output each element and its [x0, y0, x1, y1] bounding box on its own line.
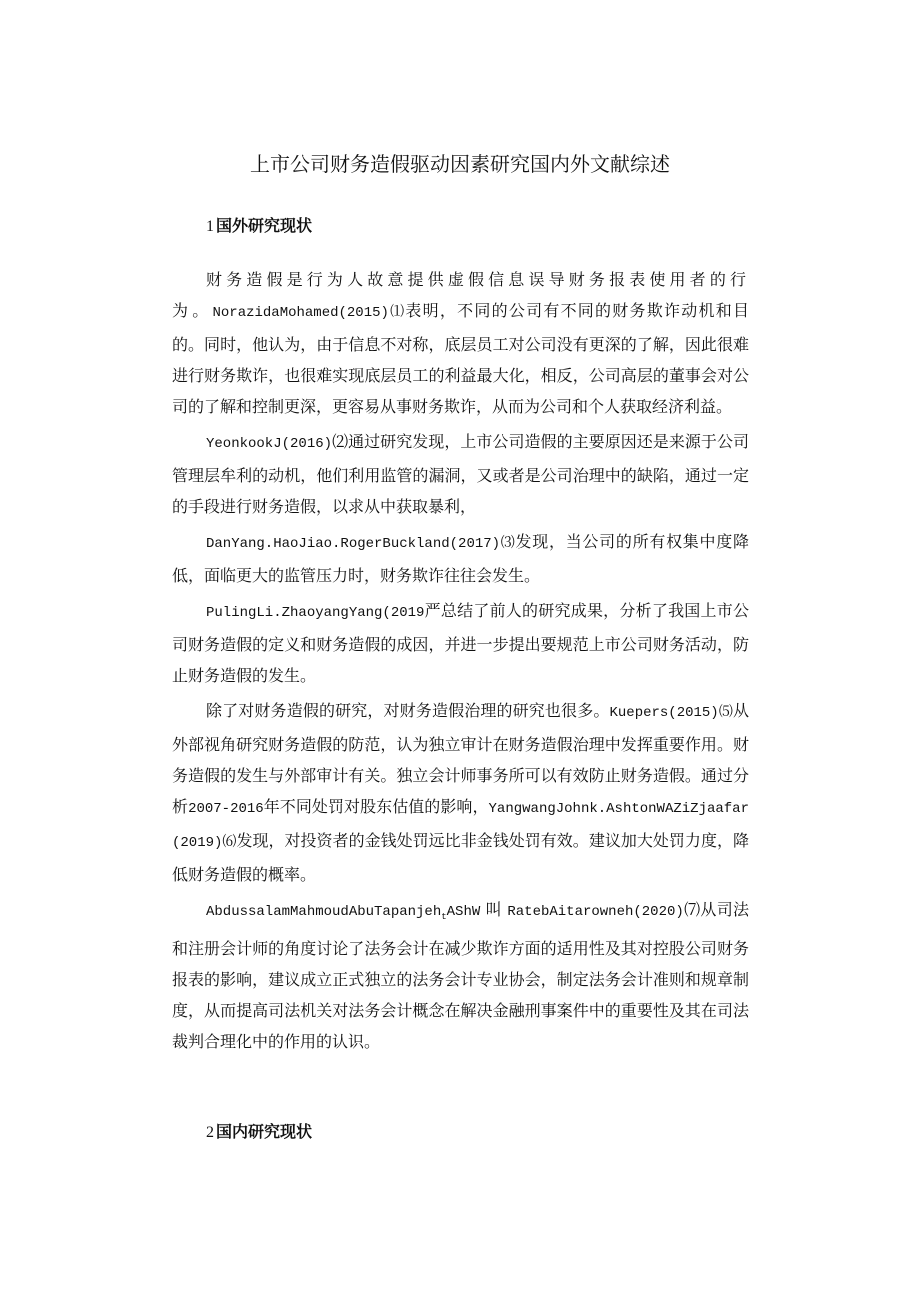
paragraph-6	[172, 894, 749, 1057]
paragraph-text: 叫	[485, 900, 502, 919]
paragraph-4	[172, 595, 749, 691]
paragraph-text: ⑺从司法和注册会计师的角度讨论了法务会计在减少欺诈方面的适用性及其对控股公司财务报表的影响，建议成立正式独立的法务会计专业协会，制定法务会计准则和规章制度，从而提高司法机关对法务会计概念在解决金融刑事案件中的重要性及其在司法裁判合理化中的作用的认识。	[172, 900, 749, 1052]
paragraph-text: 发现，对投资者的金钱处罚远比非金钱处罚有效。建议加大处罚力度，降低财务造假的概率。	[172, 831, 749, 884]
paragraph-5	[172, 695, 749, 890]
citation: AShW	[446, 904, 481, 920]
paragraph-2	[172, 426, 749, 522]
section-title: 国外研究现状	[216, 216, 313, 235]
paragraph-text: ⑵通过研究发现，上市公司造假的主要原因还是来源于公司管理层牟利的动机，他们利用监管的漏洞，又或者是公司治理中的缺陷，通过一定的手段进行财务造假，以求从中获取暴利，	[172, 432, 749, 516]
document-body	[172, 264, 749, 1061]
paragraph-text: 财务造假是行为人故意提供虚假信息误导财务报表使用者的行为。	[172, 270, 749, 320]
citation-subscript: t	[441, 912, 447, 923]
citation: DanYang.HaoJiao.RogerBuckland(2017)⑶	[206, 536, 516, 552]
section-number: 2	[206, 1124, 214, 1141]
section-number: 1	[206, 218, 214, 235]
paragraph-text: 年不同处罚对股东估值的影响，	[263, 797, 489, 816]
paragraph-text: 除了对财务造假的研究，对财务造假治理的研究也很多。	[206, 701, 610, 720]
paragraph-text: 从外部视角研究财务造假的防范，认为独立审计在财务造假治理中发挥重要作用。财务造假的发生与外部审计有关。独立会计师事务所可以有效防止财务造假。通过分析	[172, 701, 749, 816]
citation: NorazidaMohamed(2015)⑴	[212, 305, 406, 321]
section-title: 国内研究现状	[216, 1122, 313, 1141]
citation: YangwangJohnk.AshtonWAZiZjaafar(2019)⑹	[172, 801, 749, 851]
citation: AbdussalamMahmoudAbuTapanjeh	[206, 904, 442, 920]
paragraph-text: 严总结了前人的研究成果，分析了我国上市公司财务造假的定义和财务造假的成因，并进一步提出要规范上市公司财务活动，防止财务造假的发生。	[172, 601, 749, 685]
citation: RatebAitarowneh(2020)	[507, 904, 684, 920]
citation: PulingLi.ZhaoyangYang(2019	[206, 605, 425, 621]
citation: Kuepers(2015)⑸	[609, 705, 733, 721]
citation: YeonkookJ(2016)	[206, 436, 333, 452]
year-range: 2007-2016	[188, 801, 264, 817]
section-heading-domestic	[206, 1120, 312, 1145]
paragraph-1	[172, 264, 749, 422]
paragraph-text: 表明，不同的公司有不同的财务欺诈动机和目的。同时，他认为，由于信息不对称，底层员工对公司没有更深的了解，因此很难进行财务欺诈，也很难实现底层员工的利益最大化，相反，公司高层的董事会对公司的了解和控制更深，更容易从事财务欺诈，从而为公司和个人获取经济利益。	[172, 301, 749, 416]
section-heading-foreign	[206, 214, 312, 239]
document-title: 上市公司财务造假驱动因素研究国内外文献综述	[250, 152, 670, 176]
paragraph-3	[172, 526, 749, 591]
paragraph-text: 发现，当公司的所有权集中度降低，面临更大的监管压力时，财务欺诈往往会发生。	[172, 532, 749, 585]
